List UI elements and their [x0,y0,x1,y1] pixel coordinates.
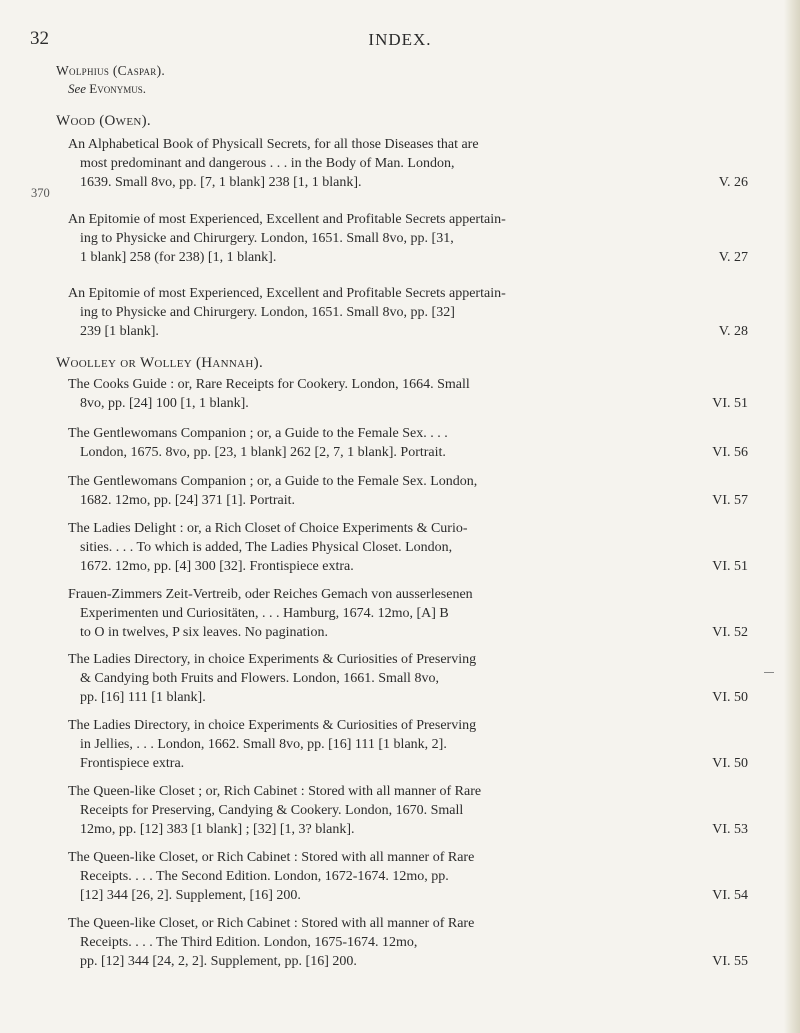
entry-line: The Gentlewomans Companion ; or, a Guide to the Female Sex. . . . [68,426,448,441]
index-entry [68,424,748,462]
entry-line: 239 [1 blank]. [80,324,159,339]
volume-reference: VI. 54 [712,888,748,903]
entry-line: & Candying both Fruits and Flowers. London, 1661. Small 8vo, [80,671,439,686]
entry-line: Receipts. . . . The Second Edition. London, 1672-1674. 12mo, pp. [80,869,449,884]
index-entry [68,650,748,707]
index-entry [68,716,748,773]
entry-line: The Ladies Delight : or, a Rich Closet of Choice Experiments & Curio- [68,521,468,536]
entry-line: The Queen-like Closet, or Rich Cabinet : Stored with all manner of Rare [68,850,475,865]
see-entry-author: Wolphius (Caspar). [56,63,166,78]
index-entry [68,519,748,576]
volume-reference: VI. 50 [712,690,748,705]
page-edge [784,0,800,1033]
volume-reference: V. 28 [718,324,748,339]
entry-line: 8vo, pp. [24] 100 [1, 1 blank]. [80,396,249,411]
entry-line: pp. [16] 111 [1 blank]. [80,690,206,705]
entry-line: 1682. 12mo, pp. [24] 371 [1]. Portrait. [80,493,296,508]
entry-line: 1639. Small 8vo, pp. [7, 1 blank] 238 [1, 1 blank]. [80,175,362,190]
running-head: INDEX. [368,30,432,49]
volume-reference: V. 26 [718,175,748,190]
entry-line: An Alphabetical Book of Physicall Secrets, for all those Diseases that are [68,137,479,152]
entry-line: An Epitomie of most Experienced, Excellent and Profitable Secrets appertain- [68,212,506,227]
see-reference [68,81,146,97]
index-entry [68,135,748,192]
entry-line: ing to Physicke and Chirurgery. London, 1651. Small 8vo, pp. [32] [80,305,455,320]
index-entry [68,472,748,510]
entry-line: The Ladies Directory, in choice Experiments & Curiosities of Preserving [68,652,477,667]
entry-line: [12] 344 [26, 2]. Supplement, [16] 200. [80,888,301,903]
volume-reference: VI. 53 [712,822,748,837]
index-entry [68,914,748,971]
entry-line: 1672. 12mo, pp. [4] 300 [32]. Frontispiece extra. [80,559,354,574]
volume-reference: VI. 51 [712,559,748,574]
see-word: See [68,81,87,96]
volume-reference: V. 27 [718,250,748,265]
entry-line: 12mo, pp. [12] 383 [1 blank] ; [32] [1, 3? blank]. [80,822,355,837]
volume-reference: VI. 56 [712,445,748,460]
entry-line: The Ladies Directory, in choice Experiments & Curiosities of Preserving [68,718,477,733]
entry-line: most predominant and dangerous . . . in the Body of Man. London, [80,156,455,171]
index-entry [68,375,748,413]
index-entry [68,782,748,839]
entry-line: to O in twelves, P six leaves. No pagination. [80,625,328,640]
index-entry [68,210,748,267]
index-entry [68,848,748,905]
entry-line: The Queen-like Closet ; or, Rich Cabinet : Stored with all manner of Rare [68,784,482,799]
entry-line: in Jellies, . . . London, 1662. Small 8vo, pp. [16] 111 [1 blank, 2]. [80,737,447,752]
entry-line: London, 1675. 8vo, pp. [23, 1 blank] 262 [2, 7, 1 blank]. Portrait. [80,445,446,460]
entry-line: sities. . . . To which is added, The Ladies Physical Closet. London, [80,540,453,555]
entry-line: Frauen-Zimmers Zeit-Vertreib, oder Reiches Gemach von ausserlesenen [68,587,473,602]
entry-line: The Cooks Guide : or, Rare Receipts for Cookery. London, 1664. Small [68,377,470,392]
volume-reference: VI. 55 [712,954,748,969]
entry-line: 1 blank] 258 (for 238) [1, 1 blank]. [80,250,277,265]
entry-line: The Queen-like Closet, or Rich Cabinet : Stored with all manner of Rare [68,916,475,931]
volume-reference: VI. 52 [712,625,748,640]
index-entry [68,585,748,642]
author-heading: Woolley or Wolley (Hannah). [56,355,264,371]
entry-line: ing to Physicke and Chirurgery. London, 1651. Small 8vo, pp. [31, [80,231,454,246]
entry-line: Frontispiece extra. [80,756,185,771]
volume-reference: VI. 51 [712,396,748,411]
entry-line: Experimenten und Curiositäten, . . . Hamburg, 1674. 12mo, [A] B [80,606,449,621]
entry-line: The Gentlewomans Companion ; or, a Guide to the Female Sex. London, [68,474,478,489]
entry-line: Receipts for Preserving, Candying & Cookery. London, 1670. Small [80,803,464,818]
entry-line: An Epitomie of most Experienced, Excellent and Profitable Secrets appertain- [68,286,506,301]
volume-reference: VI. 50 [712,756,748,771]
entry-line: Receipts. . . . The Third Edition. London, 1675-1674. 12mo, [80,935,418,950]
volume-reference: VI. 57 [712,493,748,508]
margin-dash [764,672,774,673]
index-entry [68,284,748,341]
see-target: Evonymus. [89,81,146,96]
page-number: 32 [30,28,49,49]
entry-line: pp. [12] 344 [24, 2, 2]. Supplement, pp. [16] 200. [80,954,357,969]
margin-note: 370 [31,186,50,200]
author-heading: Wood (Owen). [56,113,151,129]
